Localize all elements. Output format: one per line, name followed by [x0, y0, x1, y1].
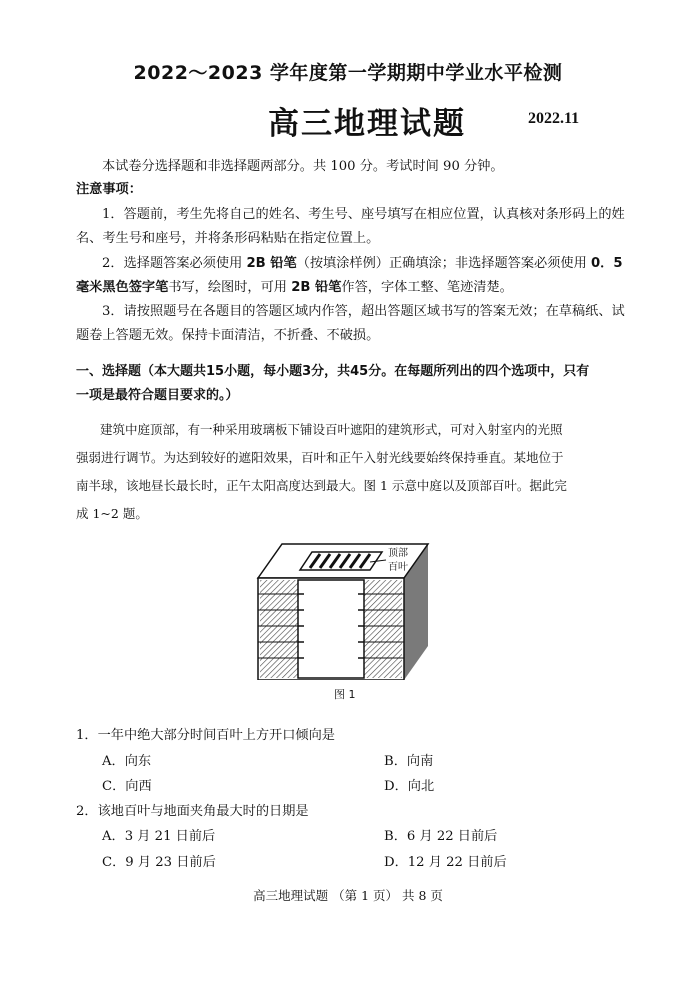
right-wing: [364, 580, 402, 678]
louver-label-line1: 顶部: [388, 548, 408, 559]
passage-line3: 南半球，该地昼长最长时，正午太阳高度达到最大。图 1 示意中庭以及顶部百叶。据此完: [76, 478, 567, 493]
exam-date: 2022.11: [528, 110, 580, 127]
note-1-line1: 1．答题前，考生先将自己的姓名、考生号、座号填写在相应位置，认真核对条形码上的姓: [102, 207, 625, 222]
note-2-pen: 毫米黑色签字笔: [76, 280, 169, 295]
note-2-pencil-1: 2B 铅笔: [246, 256, 297, 271]
question-1-option-b[interactable]: B．向南: [384, 754, 434, 769]
exam-main-title: 高三地理试题: [268, 106, 466, 142]
figure-caption: 图 1: [334, 688, 356, 701]
note-3-line2: 题卷上答题无效。保持卡面清洁，不折叠、不破损。: [76, 328, 380, 343]
passage-line1: 建筑中庭顶部，有一种采用玻璃板下铺设百叶遮阳的建筑形式，可对入射室内的光照: [100, 422, 563, 437]
question-1-option-a[interactable]: A．向东: [102, 754, 152, 769]
note-2-size: 0．5: [591, 256, 623, 271]
note-1-line2: 名、考生号和座号，并将条形码粘贴在指定位置上。: [76, 231, 380, 246]
passage-line4: 成 1~2 题。: [76, 506, 148, 521]
note-2-pencil-2: 2B 铅笔: [291, 280, 342, 295]
question-2-stem: 2．该地百叶与地面夹角最大时的日期是: [76, 804, 309, 819]
note-2-line1: [102, 252, 623, 276]
question-2-option-c[interactable]: C．9 月 23 日前后: [102, 855, 216, 870]
note-3-line1: 3．请按照题号在各题目的答题区域内作答，超出答题区域书写的答案无效；在草稿纸、试: [102, 304, 625, 319]
atrium-figure: [250, 540, 435, 680]
question-2-option-b[interactable]: B．6 月 22 日前后: [384, 829, 498, 844]
intro-text: 本试卷分选择题和非选择题两部分。共 100 分。考试时间 90 分钟。: [102, 159, 504, 174]
question-1-option-c[interactable]: C．向西: [102, 779, 152, 794]
section1-line2: 一项是最符合题目要求的。）: [76, 388, 239, 403]
notes-heading: 注意事项：: [76, 182, 142, 197]
question-2-option-d[interactable]: D．12 月 22 日前后: [384, 855, 507, 870]
question-2-option-a[interactable]: A．3 月 21 日前后: [102, 829, 216, 844]
louver-label-line2: 百叶: [388, 562, 408, 573]
left-wing: [260, 580, 298, 678]
page-footer: 高三地理试题 （第 1 页） 共 8 页: [253, 888, 443, 903]
question-1-stem: 1．一年中绝大部分时间百叶上方开口倾向是: [76, 728, 335, 743]
atrium: [298, 580, 364, 678]
section1-line1: 一、选择题（本大题共15小题，每小题3分，共45分。在每题所列出的四个选项中，只有: [76, 364, 590, 379]
passage-line2: 强弱进行调节。为达到较好的遮阳效果，百叶和正午入射光线要始终保持垂直。某地位于: [76, 450, 564, 465]
note-2-line2: [76, 276, 513, 300]
note-2-c: （按填涂样例）正确填涂；非选择题答案必须使用: [296, 256, 591, 271]
note-2-a: 2．选择题答案必须使用: [102, 256, 247, 271]
exam-series-title: 2022～2023 学年度第一学期期中学业水平检测: [133, 62, 563, 84]
note-2-h: 作答，字体工整、笔迹清楚。: [341, 280, 513, 295]
question-1-option-d[interactable]: D．向北: [384, 779, 435, 794]
note-2-f: 书写，绘图时，可用: [168, 280, 292, 295]
